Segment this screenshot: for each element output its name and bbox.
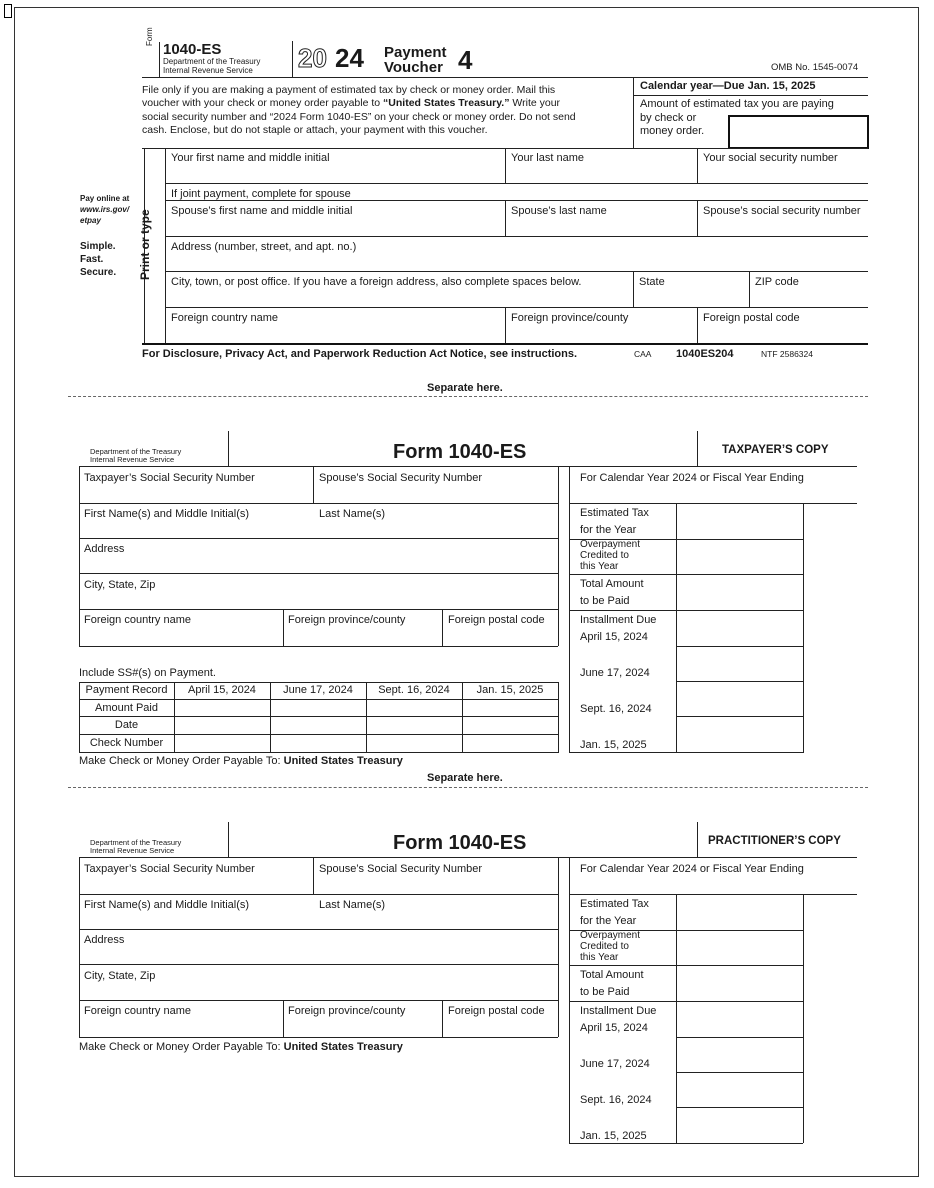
amount-label-3: money order. — [640, 125, 705, 137]
overpayment-2: Credited to — [580, 941, 629, 952]
include-ss-note: Include SS#(s) on Payment. — [79, 667, 216, 679]
last-name-field[interactable]: Your last name — [511, 152, 584, 164]
city-state-zip-field[interactable]: City, State, Zip — [84, 970, 156, 982]
foreign-province-field[interactable]: Foreign province/county — [288, 1005, 406, 1017]
cut-line-2 — [68, 787, 868, 788]
overpayment-3: this Year — [580, 561, 619, 572]
last-name-field[interactable]: Last Name(s) — [319, 508, 386, 520]
record-row-label: Amount Paid — [95, 702, 158, 714]
due-date-3: Sept. 16, 2024 — [580, 1094, 652, 1106]
total-amount-1: Total Amount — [580, 969, 644, 981]
amount-input[interactable] — [728, 115, 869, 149]
due-date-4: Jan. 15, 2025 — [580, 1130, 647, 1142]
city-state-zip-field[interactable]: City, State, Zip — [84, 579, 156, 591]
due-date-2: June 17, 2024 — [580, 667, 650, 679]
spouse-ssn-field[interactable]: Spouse’s Social Security Number — [319, 863, 483, 875]
dept-line2: Internal Revenue Service — [163, 66, 253, 75]
cut-line-1 — [68, 396, 868, 397]
form-number: 1040-ES — [163, 41, 222, 58]
dept-line1: Department of the Treasury — [163, 57, 261, 66]
foreign-province-field[interactable]: Foreign province/county — [288, 614, 406, 626]
record-header: April 15, 2024 — [188, 684, 256, 696]
voucher-title-1: Payment — [384, 44, 447, 61]
due-date-4: Jan. 15, 2025 — [580, 739, 647, 751]
instr-line4: cash. Enclose, but do not staple or attach, your payment with this voucher. — [142, 124, 488, 136]
installment-due-1: Installment Due — [580, 1005, 657, 1017]
ssn-field[interactable]: Your social security number — [703, 152, 838, 164]
due-date-3: Sept. 16, 2024 — [580, 703, 652, 715]
pay-online-2: www.irs.gov/ — [80, 205, 130, 214]
calendar-year-label: For Calendar Year 2024 or Fiscal Year Ending — [580, 863, 804, 875]
payable-to — [79, 1041, 403, 1054]
total-amount-2: to be Paid — [580, 986, 630, 998]
first-name-field[interactable]: Your first name and middle initial — [171, 152, 330, 164]
address-field[interactable]: Address — [84, 934, 125, 946]
copy-title: Form 1040-ES — [393, 832, 527, 854]
foreign-country-field[interactable]: Foreign country name — [84, 614, 191, 626]
dept-line2: Internal Revenue Service — [90, 455, 175, 464]
copy-label: TAXPAYER’S COPY — [722, 444, 829, 456]
address-field[interactable]: Address — [84, 543, 125, 555]
copy-title: Form 1040-ES — [393, 441, 527, 463]
dept-line1: Department of the Treasury — [90, 447, 182, 456]
overpayment-2: Credited to — [580, 550, 629, 561]
zip-field[interactable]: ZIP code — [755, 276, 799, 288]
due-date-2: June 17, 2024 — [580, 1058, 650, 1070]
record-header: Jan. 15, 2025 — [476, 684, 544, 696]
instr-line2 — [142, 97, 560, 109]
amount-label-1: Amount of estimated tax you are paying — [640, 98, 834, 110]
copy-label: PRACTITIONER’S COPY — [708, 835, 841, 847]
foreign-postal-field[interactable]: Foreign postal code — [448, 614, 545, 626]
est-tax-1: Estimated Tax — [580, 507, 649, 519]
installment-due-2: April 15, 2024 — [580, 631, 648, 643]
dept-line1: Department of the Treasury — [90, 838, 182, 847]
payable-to-text: Make Check or Money Order Payable To: — [79, 755, 284, 767]
total-amount-1: Total Amount — [580, 578, 644, 590]
foreign-province-field[interactable]: Foreign province/county — [511, 312, 629, 324]
instr-line2-b: “United States Treasury.” — [383, 97, 510, 109]
instr-line2-c: Write your — [509, 97, 561, 109]
caa-label: CAA — [634, 349, 652, 359]
year-outline: 20 — [298, 43, 327, 73]
record-row-label: Date — [114, 719, 139, 731]
form-code: 1040ES204 — [676, 348, 734, 360]
year-bold: 24 — [335, 43, 364, 73]
pay-online-1: Pay online at — [80, 194, 130, 203]
record-header: Sept. 16, 2024 — [378, 684, 450, 696]
instr-line1: File only if you are making a payment of estimated tax by check or money order. Mail this — [142, 84, 556, 96]
amount-label-2: by check or — [640, 112, 697, 124]
separate-here-2: Separate here. — [427, 772, 503, 784]
est-tax-2: for the Year — [580, 524, 637, 536]
spouse-last-name-field[interactable]: Spouse’s last name — [511, 205, 607, 217]
installment-due-1: Installment Due — [580, 614, 657, 626]
simple-2: Fast. — [80, 254, 104, 265]
spouse-first-name-field[interactable]: Spouse’s first name and middle initial — [171, 205, 353, 217]
calendar-year-label: For Calendar Year 2024 or Fiscal Year Ending — [580, 472, 804, 484]
foreign-postal-field[interactable]: Foreign postal code — [703, 312, 800, 324]
omb-number: OMB No. 1545-0074 — [771, 62, 859, 73]
joint-note: If joint payment, complete for spouse — [171, 188, 351, 200]
separate-here-1: Separate here. — [427, 382, 503, 394]
city-field[interactable]: City, town, or post office. If you have a foreign address, also complete spaces below. — [171, 276, 582, 288]
payable-to — [79, 755, 403, 768]
total-amount-2: to be Paid — [580, 595, 630, 607]
pay-online-3: etpay — [80, 216, 101, 225]
print-or-type-label: Print or type — [138, 209, 152, 280]
est-tax-2: for the Year — [580, 915, 637, 927]
instr-line2-a: voucher with your check or money order payable to — [142, 97, 384, 109]
voucher-number: 4 — [458, 45, 473, 75]
payable-to-payee: United States Treasury — [283, 1041, 403, 1053]
overpayment-1: Overpayment — [580, 539, 641, 550]
last-name-field[interactable]: Last Name(s) — [319, 899, 386, 911]
est-tax-1: Estimated Tax — [580, 898, 649, 910]
state-field[interactable]: State — [639, 276, 665, 288]
calendar-due: Calendar year—Due Jan. 15, 2025 — [640, 80, 816, 92]
payable-to-text: Make Check or Money Order Payable To: — [79, 1041, 284, 1053]
installment-due-2: April 15, 2024 — [580, 1022, 648, 1034]
foreign-country-field[interactable]: Foreign country name — [171, 312, 278, 324]
form-label: Form — [145, 27, 154, 46]
simple-1: Simple. — [80, 241, 116, 252]
first-name-field[interactable]: First Name(s) and Middle Initial(s) — [84, 508, 250, 520]
foreign-postal-field[interactable]: Foreign postal code — [448, 1005, 545, 1017]
address-field[interactable]: Address (number, street, and apt. no.) — [171, 241, 357, 253]
record-header: June 17, 2024 — [283, 684, 353, 696]
page-corner-marker — [4, 4, 12, 18]
spouse-ssn-field[interactable]: Spouse’s social security number — [703, 205, 861, 217]
ntf-code: NTF 2586324 — [761, 349, 813, 359]
overpayment-1: Overpayment — [580, 930, 641, 941]
payable-to-payee: United States Treasury — [283, 755, 403, 767]
spouse-ssn-field[interactable]: Spouse’s Social Security Number — [319, 472, 483, 484]
instr-line3: social security number and “2024 Form 1040-ES” on your check or money order. Do not send — [142, 111, 576, 123]
simple-3: Secure. — [80, 267, 117, 278]
taxpayer-ssn-field[interactable]: Taxpayer’s Social Security Number — [84, 863, 255, 875]
first-name-field[interactable]: First Name(s) and Middle Initial(s) — [84, 899, 250, 911]
record-row-label: Check Number — [89, 737, 164, 749]
dept-line2: Internal Revenue Service — [90, 846, 175, 855]
record-header: Payment Record — [85, 684, 168, 696]
taxpayer-ssn-field[interactable]: Taxpayer’s Social Security Number — [84, 472, 255, 484]
foreign-country-field[interactable]: Foreign country name — [84, 1005, 191, 1017]
voucher-title-2: Voucher — [384, 59, 443, 76]
overpayment-3: this Year — [580, 952, 619, 963]
disclosure-notice: For Disclosure, Privacy Act, and Paperwork Reduction Act Notice, see instructions. — [142, 348, 578, 360]
